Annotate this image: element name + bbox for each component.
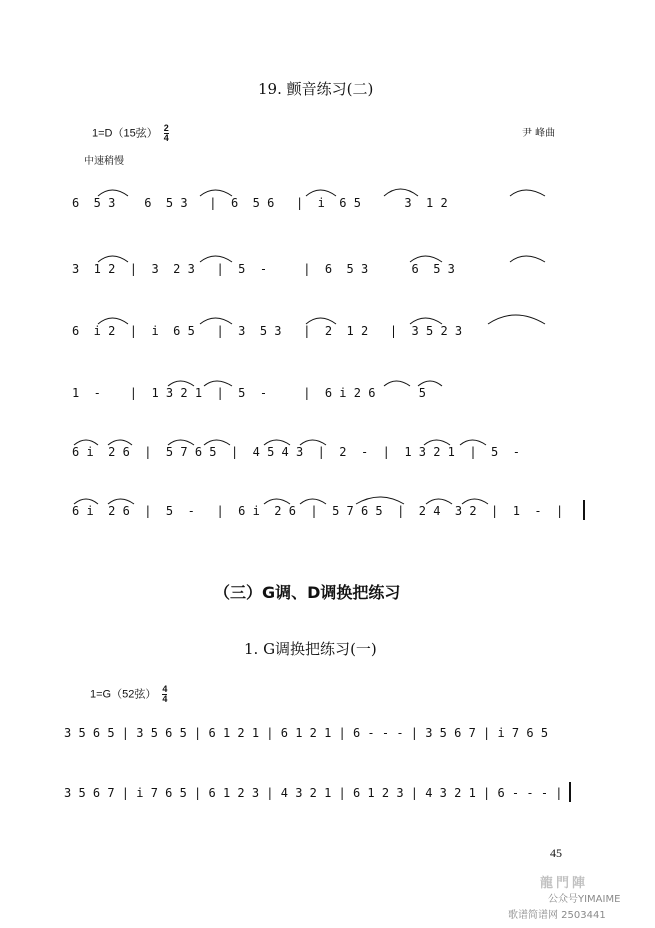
notation-line: 1 - | 1 3 2 1 | 5 - | 6 i 2 6 5 bbox=[72, 386, 427, 400]
slur-mark bbox=[264, 499, 290, 504]
slur-mark bbox=[168, 381, 194, 386]
composer-credit: 尹 峰曲 bbox=[522, 128, 556, 139]
slur-mark bbox=[74, 499, 98, 504]
page-number: 45 bbox=[550, 846, 562, 860]
notation-line: 6 5 3 6 5 3 | 6 5 6 | i 6 5 3 1 2 bbox=[72, 196, 448, 210]
slur-mark bbox=[462, 499, 488, 504]
slur-mark bbox=[108, 499, 134, 504]
slur-mark bbox=[510, 256, 545, 262]
slur-mark bbox=[300, 499, 326, 504]
watermark-logo: 龍門陣 bbox=[540, 876, 589, 891]
piece-2-title: 1. G调换把练习(一) bbox=[244, 640, 377, 658]
slur-mark bbox=[460, 440, 486, 445]
slur-mark bbox=[510, 190, 545, 196]
piece-1-title: 19. 颤音练习(二) bbox=[258, 80, 374, 98]
notation-line: 6 i 2 6 | 5 - | 6 i 2 6 | 5 7 6 5 | 2 4 3 2 | 1 - | bbox=[72, 504, 564, 518]
slur-mark bbox=[426, 499, 452, 504]
slur-mark bbox=[168, 440, 194, 445]
slur-mark bbox=[488, 315, 545, 324]
tempo-marking: 中速稍慢 bbox=[84, 156, 124, 167]
slur-mark bbox=[200, 256, 232, 262]
time-denominator: 4 bbox=[162, 694, 168, 704]
slur-mark bbox=[384, 189, 418, 196]
notation-line: 3 5 6 5 | 3 5 6 5 | 6 1 2 1 | 6 1 2 1 | 6 - - - | 3 5 6 7 | i 7 6 5 bbox=[64, 726, 549, 740]
slur-mark bbox=[410, 256, 442, 262]
slur-mark bbox=[74, 440, 98, 445]
slur-mark bbox=[356, 497, 404, 504]
slur-mark bbox=[264, 440, 290, 445]
time-numerator: 2 bbox=[163, 123, 169, 133]
time-denominator: 4 bbox=[163, 133, 169, 143]
section-heading: （三）G调、D调换把练习 bbox=[214, 583, 401, 602]
slur-mark bbox=[300, 440, 326, 445]
slur-mark bbox=[98, 256, 128, 262]
slur-mark bbox=[306, 318, 336, 324]
watermark-line-1: 公众号YIMAIME bbox=[548, 894, 621, 905]
slur-mark bbox=[384, 381, 410, 386]
notation-line: 3 1 2 | 3 2 3 | 5 - | 6 5 3 6 5 3 bbox=[72, 262, 455, 276]
slur-mark bbox=[306, 190, 336, 196]
slur-mark bbox=[204, 440, 230, 445]
piece-2-key-label: 1=G（52弦） bbox=[90, 688, 157, 701]
slur-mark bbox=[410, 318, 442, 324]
notation-line: 6 i 2 6 | 5 7 6 5 | 4 5 4 3 | 2 - | 1 3 2 1 | 5 - bbox=[72, 445, 520, 459]
slur-mark bbox=[424, 440, 450, 445]
slur-mark bbox=[200, 318, 232, 324]
slur-mark bbox=[108, 440, 132, 445]
notation-line: 3 5 6 7 | i 7 6 5 | 6 1 2 3 | 4 3 2 1 | 6 1 2 3 | 4 3 2 1 | 6 - - - | bbox=[64, 786, 563, 800]
slur-mark bbox=[200, 190, 232, 196]
slur-mark bbox=[204, 381, 232, 386]
watermark-line-2: 歌谱简谱网 2503441 bbox=[508, 910, 606, 921]
slur-mark bbox=[418, 381, 442, 386]
slur-mark bbox=[98, 190, 128, 196]
notation-line: 6 i 2 | i 6 5 | 3 5 3 | 2 1 2 | 3 5 2 3 bbox=[72, 324, 463, 338]
time-numerator: 4 bbox=[162, 684, 168, 694]
piece-1-key-label: 1=D（15弦） bbox=[92, 127, 158, 140]
slur-mark bbox=[98, 318, 128, 324]
